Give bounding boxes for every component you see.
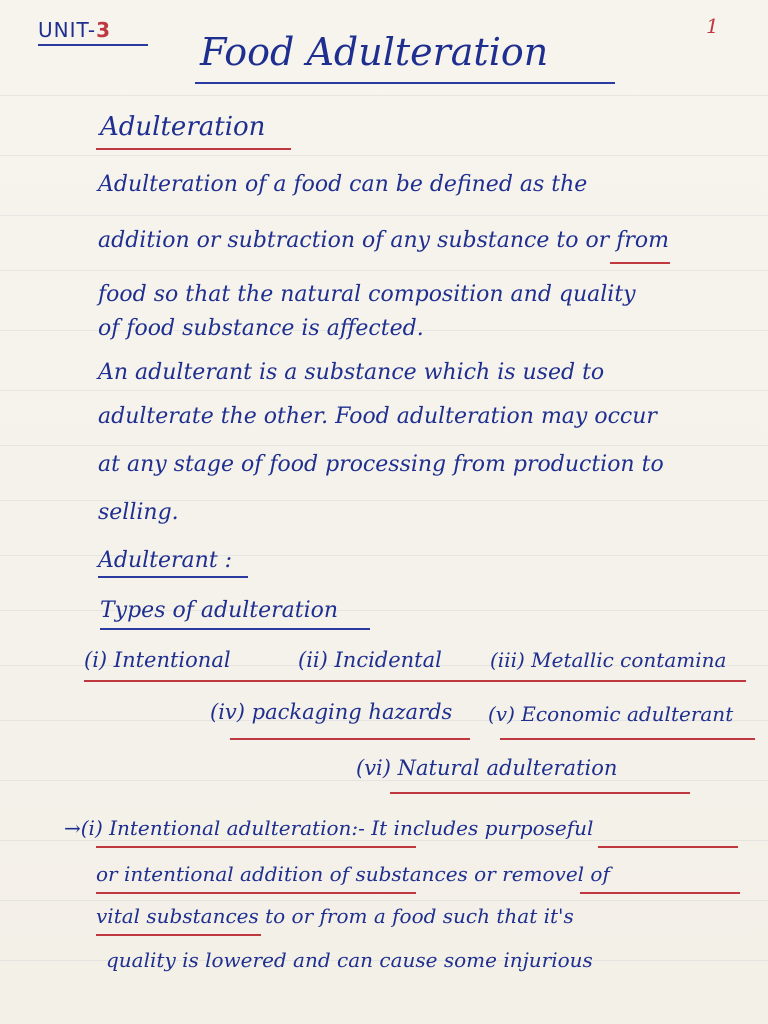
adulterant-label: Adulterant :: [98, 548, 233, 573]
unit-number: 3: [96, 18, 112, 42]
unit-label: [38, 18, 111, 42]
types-row2-underline: [230, 738, 470, 740]
type-packaging: (iv) packaging hazards: [210, 700, 453, 724]
section-heading: Adulteration: [100, 112, 266, 142]
adulterant-underline: [98, 576, 248, 578]
type-intentional: (i) Intentional: [84, 648, 231, 672]
body-line-1: Adulteration of a food can be defined as the: [98, 172, 588, 197]
body-line-5: An adulterant is a substance which is used to: [98, 360, 605, 385]
body-line-8: selling.: [98, 500, 179, 525]
types-heading: Types of adulteration: [100, 598, 339, 623]
purposeful-underline: [598, 846, 738, 848]
type-economic: (v) Economic adulterant: [488, 702, 734, 726]
vital-underline: [96, 934, 261, 936]
intentional-line-2: or intentional addition of substances or removel of: [96, 862, 610, 886]
unit-underline: [38, 44, 148, 46]
page-number: 1: [706, 14, 719, 38]
body-line-6: adulterate the other. Food adulteration may occur: [98, 404, 657, 429]
title-underline: [195, 82, 615, 84]
unit-text: UNIT-: [38, 18, 97, 42]
types-row1-underline: [84, 680, 746, 682]
types-row2b-underline: [500, 738, 755, 740]
intentional-heading-underline: [96, 846, 416, 848]
body-line-2: addition or subtraction of any substance to or from: [98, 228, 669, 253]
intentional-line-1: →(i) Intentional adulteration:- It includes purposeful: [64, 816, 594, 840]
intentional-line-3: vital substances to or from a food such that it's: [96, 904, 574, 928]
intentional-line-4: quality is lowered and can cause some injurious: [106, 948, 593, 972]
type-natural: (vi) Natural adulteration: [356, 756, 618, 780]
body-line-3: food so that the natural composition and quality: [98, 282, 636, 307]
type-metallic: (iii) Metallic contamina: [490, 648, 727, 672]
to-or-from-underline: [610, 262, 670, 264]
heading-underline: [96, 148, 291, 150]
type-incidental: (ii) Incidental: [298, 648, 442, 672]
types-row3-underline: [390, 792, 690, 794]
body-line-4: of food substance is affected.: [98, 316, 424, 341]
addition-underline: [96, 892, 416, 894]
body-line-7: at any stage of food processing from production to: [98, 452, 664, 477]
page-title: Food Adulteration: [200, 30, 549, 74]
removel-underline: [580, 892, 740, 894]
types-heading-underline: [100, 628, 370, 630]
